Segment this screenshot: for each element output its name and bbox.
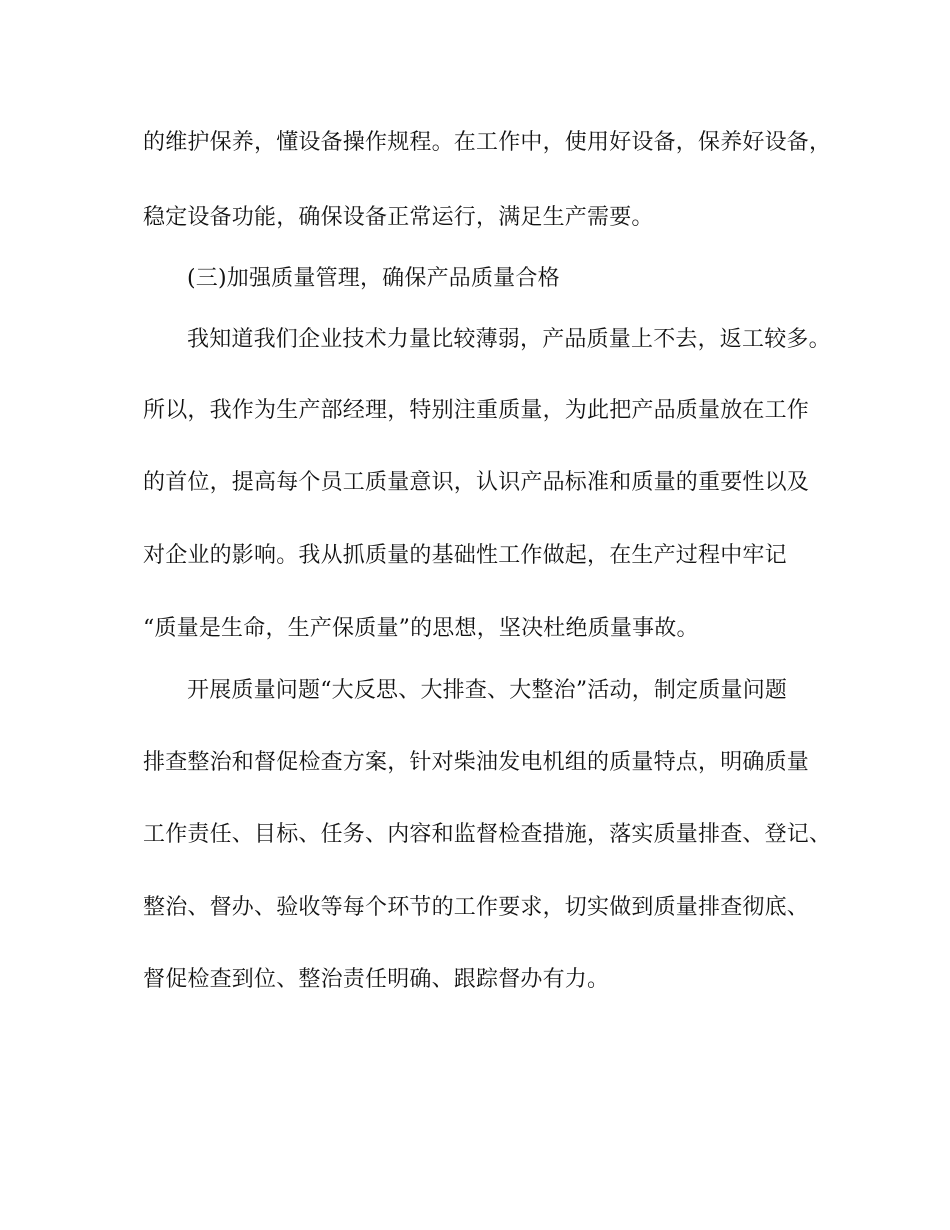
text-line: 工作责任、目标、任务、内容和监督检查措施，落实质量排查、登记、: [143, 822, 832, 847]
text-line: “质量是生命，生产保质量”的思想，坚决杜绝质量事故。: [143, 616, 699, 641]
text-line: 的维护保养，懂设备操作规程。在工作中，使用好设备，保养好设备，: [143, 130, 832, 155]
text-line: 稳定设备功能，确保设备正常运行，满足生产需要。: [143, 205, 654, 230]
text-line: 我知道我们企业技术力量比较薄弱，产品质量上不去，返工较多。: [187, 327, 831, 352]
text-line: 整治、督办、验收等每个环节的工作要求，切实做到质量排查彻底、: [143, 895, 810, 920]
text-line: 开展质量问题“大反思、大排查、大整治”活动，制定质量问题: [187, 678, 788, 703]
text-line: 对企业的影响。我从抓质量的基础性工作做起，在生产过程中牢记: [143, 543, 787, 568]
section-heading: (三)加强质量管理，确保产品质量合格: [187, 266, 560, 291]
text-line: 排查整治和督促检查方案，针对柴油发电机组的质量特点，明确质量: [143, 750, 810, 775]
text-line: 督促检查到位、整治责任明确、跟踪督办有力。: [143, 967, 610, 992]
text-line: 的首位，提高每个员工质量意识，认识产品标准和质量的重要性以及: [143, 470, 810, 495]
text-line: 所以，我作为生产部经理，特别注重质量，为此把产品质量放在工作: [143, 398, 810, 423]
